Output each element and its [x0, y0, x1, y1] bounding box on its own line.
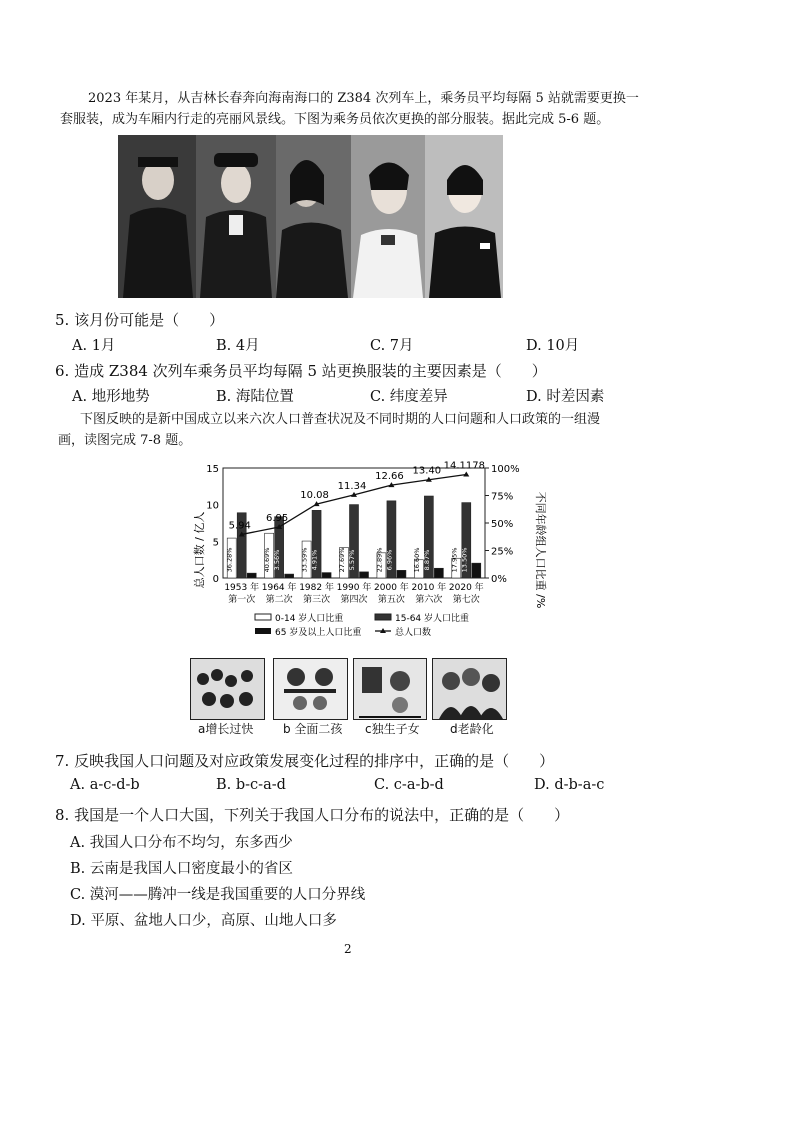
- chart-left-tick: 5: [212, 537, 219, 549]
- q6-option-b: B. 海陆位置: [216, 389, 294, 405]
- legend-label-15-64: 15-64 岁人口比重: [395, 614, 470, 624]
- chart-x-year: 2000 年: [374, 583, 409, 593]
- chart-left-tick: 0: [212, 574, 219, 585]
- q5-option-d: D. 10月: [526, 338, 580, 354]
- q5-option-b: B. 4月: [216, 338, 260, 354]
- chart-bar-label: 6.96%: [385, 549, 394, 571]
- chart-total-label: 12.66: [375, 471, 404, 483]
- chart-left-tick: 15: [206, 464, 219, 475]
- chart-total-label: 6.95: [266, 513, 289, 525]
- chart-left-tick: 10: [206, 500, 219, 512]
- chart-total-label: 10.08: [300, 490, 329, 502]
- passage2-line1: 下图反映的是新中国成立以来六次人口普查状况及不同时期的人口问题和人口政策的一组漫: [80, 412, 601, 427]
- chart-x-year: 1953 年: [224, 583, 260, 593]
- q6-option-d: D. 时差因素: [526, 389, 605, 405]
- chart-bar-label: 16.60%: [412, 547, 421, 573]
- chart-bar-s2: [360, 572, 369, 578]
- legend-label-total: 总人口数: [395, 628, 432, 638]
- cartoon-c-image: [353, 658, 427, 720]
- chart-bar-s2: [322, 573, 331, 578]
- q7-option-c: C. c-a-b-d: [374, 777, 444, 793]
- chart-bar-s2: [434, 568, 443, 578]
- chart-bar-label: 33.59%: [300, 547, 309, 573]
- chart-right-tick: 0%: [491, 574, 507, 585]
- chart-bar-label: 36.28%: [225, 547, 234, 573]
- chart-right-tick: 100%: [491, 464, 520, 475]
- legend-label-65plus: 65 岁及以上人口比重: [275, 628, 362, 638]
- chart-x-year: 2010 年: [411, 583, 447, 593]
- q6-option-a: A. 地形地势: [72, 389, 150, 405]
- uniform-photo-5: [425, 135, 503, 298]
- question-8-stem: 8. 我国是一个人口大国，下列关于我国人口分布的说法中，正确的是（ ）: [55, 806, 570, 824]
- chart-bar-label: 22.89%: [375, 547, 384, 573]
- legend-swatch-65plus: [255, 628, 271, 634]
- chart-ylabel-left: 总人口数 / 亿人: [193, 511, 206, 589]
- chart-bar-label: 4.91%: [310, 549, 319, 571]
- chart-right-tick: 75%: [491, 491, 514, 503]
- chart-bar-label: 4.41%: [245, 549, 254, 571]
- chart-total-point: [463, 471, 469, 476]
- chart-x-round: 第二次: [265, 595, 293, 605]
- uniform-photo-2: [196, 135, 276, 298]
- chart-x-year: 1990 年: [336, 583, 372, 593]
- legend-swatch-0-14: [255, 614, 271, 620]
- passage2-line2: 画，读图完成 7-8 题。: [58, 433, 192, 448]
- q7-option-d: D. d-b-a-c: [534, 777, 605, 793]
- q8-option-c: C. 漠河——腾冲一线是我国重要的人口分界线: [70, 887, 366, 903]
- chart-x-year: 2020 年: [448, 583, 484, 593]
- census-chart: [185, 456, 555, 656]
- chart-right-tick: 25%: [491, 546, 514, 558]
- chart-bar-label: 27.69%: [338, 547, 346, 573]
- cartoon-d-caption: d老龄化: [450, 722, 494, 736]
- chart-bar-label: 13.50%: [460, 547, 469, 573]
- chart-total-label: 13.40: [412, 465, 442, 477]
- uniform-photo-1: [118, 135, 196, 298]
- q6-option-c: C. 纬度差异: [370, 389, 448, 405]
- q5-option-a: A. 1月: [72, 338, 116, 354]
- uniform-photo-3: [276, 135, 351, 298]
- legend-swatch-15-64: [375, 614, 391, 620]
- question-7-stem: 7. 反映我国人口问题及对应政策发展变化过程的排序中，正确的是（ ）: [55, 752, 555, 770]
- q8-option-b: B. 云南是我国人口密度最小的省区: [70, 861, 293, 877]
- chart-total-label: 11.34: [337, 480, 367, 492]
- question-5-stem: 5. 该月份可能是（ ）: [55, 311, 225, 329]
- chart-x-round: 第五次: [377, 595, 405, 605]
- cartoon-d-image: [432, 658, 507, 720]
- page-number: 2: [344, 942, 352, 956]
- chart-bar-label: 5.57%: [348, 549, 356, 571]
- chart-x-round: 第七次: [452, 595, 480, 605]
- passage1-line1: 2023 年某月，从吉林长春奔向海南海口的 Z384 次列车上，乘务员平均每隔 5 站就需要更换一: [88, 91, 639, 106]
- chart-bar-label: 17.95%: [450, 547, 459, 573]
- chart-bar-label: 8.87%: [422, 549, 431, 571]
- chart-bar-s2: [472, 563, 481, 578]
- chart-total-label: 5.94: [228, 520, 251, 532]
- q8-option-a: A. 我国人口分布不均匀，东多西少: [70, 835, 293, 851]
- chart-ylabel-right: 不同年龄组人口比重 /%: [534, 491, 547, 609]
- q7-option-b: B. b-c-a-d: [216, 777, 286, 793]
- chart-x-year: 1964 年: [261, 583, 297, 593]
- cartoon-b-caption: b 全面二孩: [283, 722, 343, 736]
- chart-bar-s2: [285, 574, 294, 578]
- uniform-photo-4: [351, 135, 425, 298]
- legend-label-0-14: 0-14 岁人口比重: [275, 614, 344, 624]
- chart-x-round: 第六次: [415, 595, 443, 605]
- chart-bar-s2: [247, 573, 256, 578]
- q5-option-c: C. 7月: [370, 338, 414, 354]
- chart-x-year: 1982 年: [299, 583, 334, 593]
- cartoon-a-caption: a增长过快: [198, 722, 254, 736]
- passage1-line2: 套服装，成为车厢内行走的亮丽风景线。下图为乘务员依次更换的部分服装。据此完成 5-6 题。: [60, 112, 610, 127]
- cartoon-a-image: [190, 658, 265, 720]
- q7-option-a: A. a-c-d-b: [70, 777, 140, 793]
- chart-bar-label: 40.69%: [263, 547, 272, 573]
- q8-option-d: D. 平原、盆地人口少，高原、山地人口多: [70, 913, 337, 929]
- chart-x-round: 第四次: [340, 595, 368, 605]
- chart-bar-label: 3.56%: [273, 549, 282, 571]
- chart-x-round: 第一次: [228, 595, 256, 605]
- chart-bar-s2: [397, 570, 406, 578]
- cartoon-c-caption: c独生子女: [365, 722, 420, 736]
- cartoon-b-image: [273, 658, 348, 720]
- question-6-stem: 6. 造成 Z384 次列车乘务员平均每隔 5 站更换服装的主要因素是（ ）: [55, 362, 547, 380]
- chart-right-tick: 50%: [491, 519, 514, 530]
- chart-x-round: 第三次: [303, 595, 331, 605]
- chart-total-label: 14.1178: [443, 460, 485, 472]
